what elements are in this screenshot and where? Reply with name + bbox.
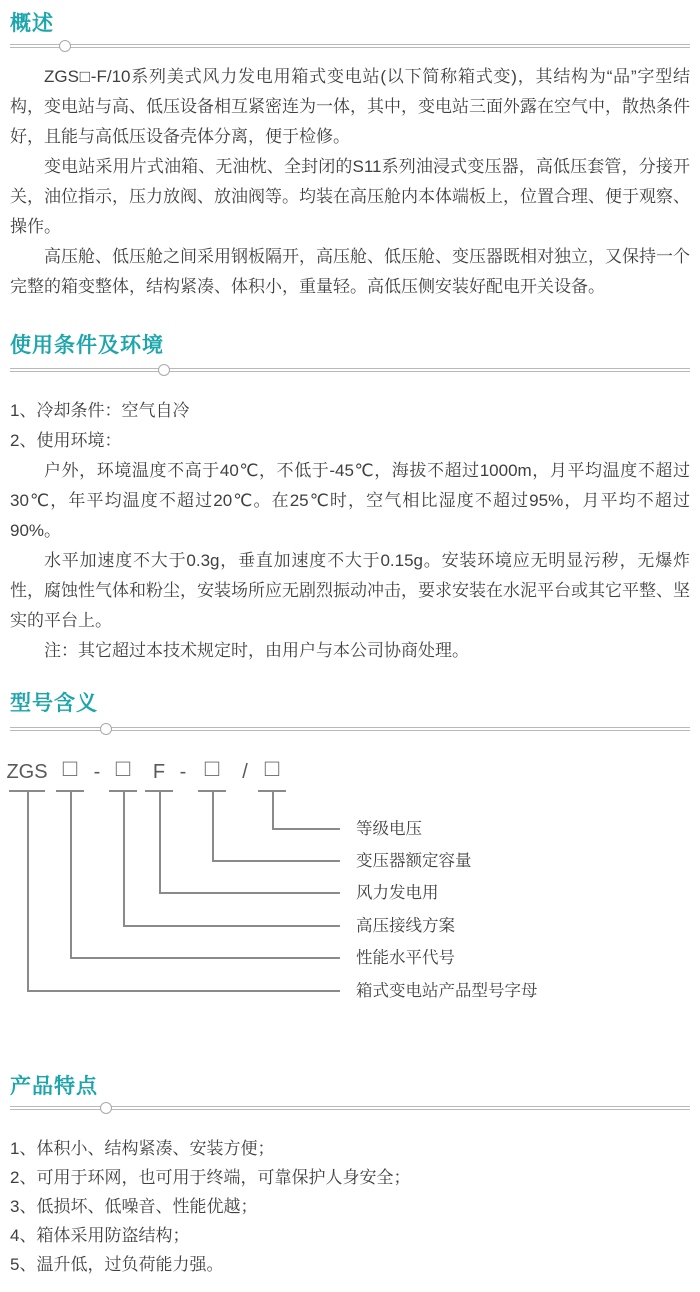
model-label-voltage-class: 等级电压: [356, 820, 422, 838]
divider-knob-icon: [158, 364, 170, 376]
feature-item: 3、低损坏、低噪音、性能优越；: [10, 1197, 258, 1216]
diagram-leader-line: [272, 828, 340, 830]
section-title-conditions: 使用条件及环境: [10, 334, 164, 357]
model-token-zgs: ZGS: [6, 761, 48, 783]
model-token-box-1: □: [62, 755, 78, 782]
diagram-leader-line: [27, 791, 29, 990]
feature-item: 2、可用于环网，也可用于终端，可靠保护人身安全；: [10, 1168, 411, 1187]
conditions-note: 注：其它超过本技术规定时，由用户与本公司协商处理。: [44, 641, 469, 660]
section-title-model: 型号含义: [10, 692, 98, 715]
divider-knob-icon: [100, 1102, 112, 1114]
diagram-leader-line: [70, 957, 340, 959]
conditions-paragraph: 水平加速度不大于0.3g，垂直加速度不大于0.15g。安装环境应无明显污秽，无爆炸性，腐蚀性气体和粉尘，安装场所应无剧烈振动冲击，要求安装在水泥平台或其它平整、坚实的平台上。: [10, 551, 690, 630]
overview-body: [10, 62, 690, 302]
model-token-box-3: □: [204, 755, 220, 782]
diagram-leader-line: [272, 791, 274, 828]
model-token-f: F: [152, 761, 166, 783]
overview-paragraph: 变电站采用片式油箱、无油枕、全封闭的S11系列油浸式变压器，高低压套管，分接开关，油位指示，压力放阀、放油阀等。均装在高压舱内本体端板上，位置合理、便于观察、操作。: [10, 157, 690, 236]
divider-knob-icon: [100, 723, 112, 735]
model-token-dash-1: -: [93, 761, 101, 783]
conditions-item: 1、冷却条件：空气自冷: [10, 401, 190, 420]
diagram-leader-line: [212, 791, 214, 860]
model-token-box-2: □: [115, 755, 131, 782]
feature-item: 5、温升低，过负荷能力强。: [10, 1255, 224, 1274]
features-list: [10, 1134, 690, 1279]
model-label-performance-code: 性能水平代号: [356, 949, 455, 967]
overview-paragraph: 高压舱、低压舱之间采用钢板隔开，高压舱、低压舱、变压器既相对独立，又保持一个完整的箱变整体，结构紧凑、体积小，重量轻。高低压侧安装好配电开关设备。: [10, 247, 690, 296]
model-label-hv-wiring-scheme: 高压接线方案: [356, 917, 455, 935]
model-label-rated-capacity: 变压器额定容量: [356, 852, 472, 870]
diagram-leader-line: [123, 791, 125, 925]
diagram-leader-line: [123, 925, 340, 927]
diagram-leader-line: [159, 791, 161, 892]
section-divider: [10, 368, 690, 372]
model-token-dash-2: -: [179, 761, 187, 783]
diagram-leader-line: [159, 892, 340, 894]
section-divider: [10, 727, 690, 731]
model-label-wind-power-use: 风力发电用: [356, 884, 439, 902]
section-title-features: 产品特点: [10, 1075, 98, 1098]
section-divider: [10, 44, 690, 48]
conditions-body: [10, 396, 690, 666]
overview-paragraph: ZGS□-F/10系列美式风力发电用箱式变电站(以下简称箱式变)，其结构为“品”字型结构，变电站与高、低压设备相互紧密连为一体，其中，变电站三面外露在空气中，散热条件好，且能与高低压设备壳体分离，便于检修。: [10, 67, 690, 146]
diagram-leader-line: [70, 791, 72, 957]
diagram-leader-line: [27, 990, 340, 992]
feature-item: 1、体积小、结构紧凑、安装方便；: [10, 1139, 275, 1158]
section-title-overview: 概述: [10, 12, 54, 35]
diagram-leader-line: [212, 860, 340, 862]
divider-knob-icon: [59, 40, 71, 52]
feature-item: 4、箱体采用防盗结构；: [10, 1226, 190, 1245]
conditions-paragraph: 户外，环境温度不高于40℃，不低于-45℃，海拔不超过1000m，月平均温度不超过30℃，年平均温度不超过20℃。在25℃时，空气相比湿度不超过95%，月平均不超过90%。: [10, 461, 690, 540]
conditions-item: 2、使用环境：: [10, 431, 122, 450]
section-divider: [10, 1106, 690, 1110]
model-token-slash: /: [242, 761, 248, 783]
model-token-box-4: □: [264, 755, 280, 782]
model-designation-diagram: [0, 756, 700, 1016]
model-label-product-type-letter: 箱式变电站产品型号字母: [356, 982, 538, 1000]
